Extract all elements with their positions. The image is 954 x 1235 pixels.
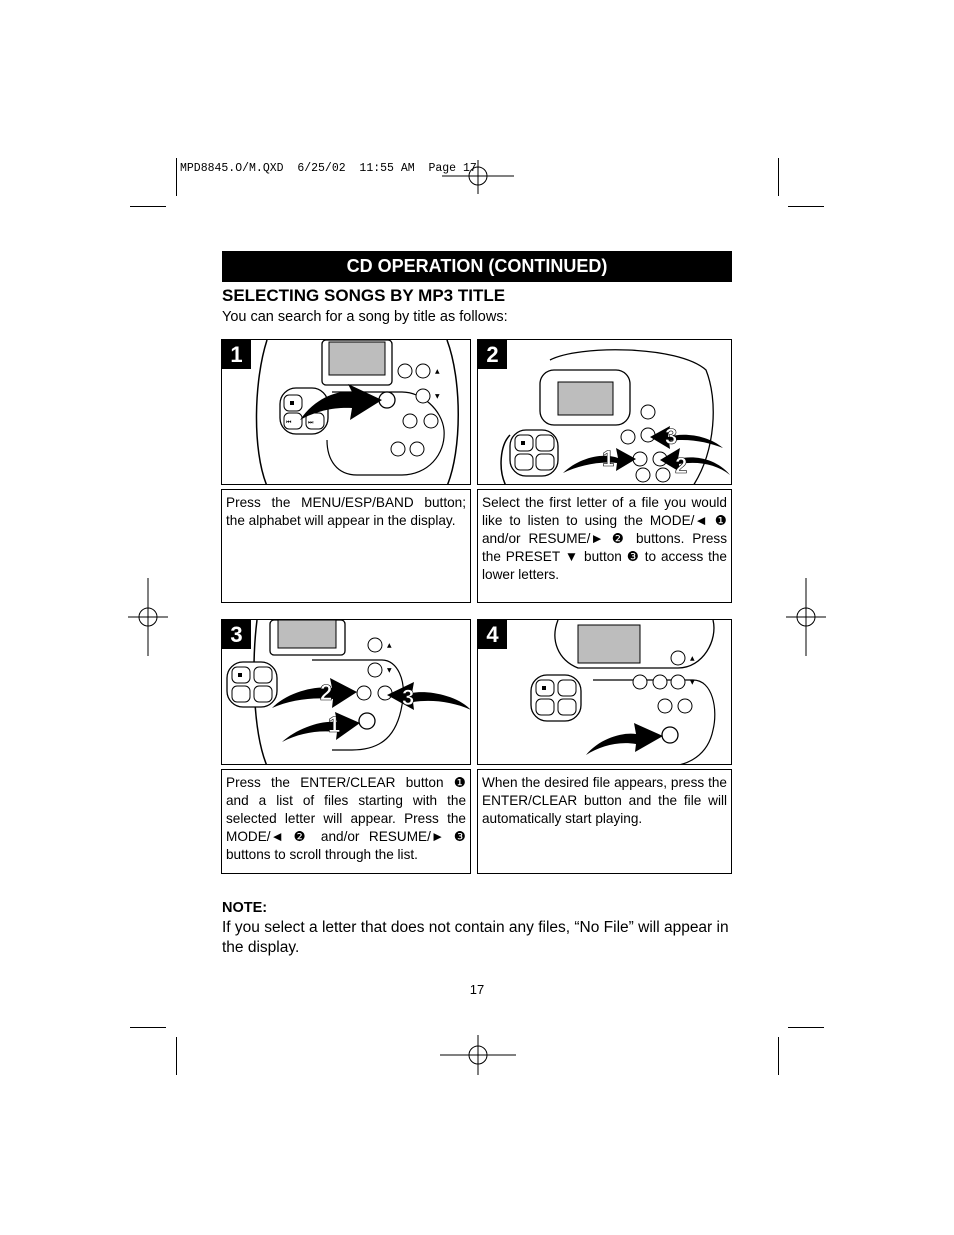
step-1-text: Press the MENU/ESP/BAND button; the alphabet will appear in the display. — [226, 495, 466, 528]
svg-text:▲: ▲ — [387, 642, 392, 649]
callout-1: 1 — [602, 446, 615, 471]
registration-mark-right — [786, 578, 826, 656]
svg-text:▲: ▲ — [435, 368, 440, 375]
cd-player-drawing — [478, 620, 732, 765]
page-number: 17 — [469, 982, 485, 997]
svg-text:⏮: ⏮ — [286, 419, 292, 426]
crop-mark — [176, 1037, 177, 1075]
step-number: 2 — [478, 340, 507, 369]
callout-2: 2 — [675, 453, 688, 478]
crop-mark — [788, 206, 824, 207]
svg-text:▼: ▼ — [387, 667, 392, 674]
callout-1: 1 — [328, 712, 341, 737]
step-4-illustration — [477, 619, 732, 765]
step-4-text: When the desired file appears, press the ENTER/CLEAR button and the file will automatically start playing. — [482, 775, 727, 826]
step-2-illustration — [477, 339, 732, 485]
crop-mark — [130, 1027, 166, 1028]
cd-player-drawing — [222, 340, 471, 485]
step-3-text: Press the ENTER/CLEAR button ❶ and a list of files starting with the selected letter will appear. Press the MODE/◄ ❷ and/or RESUME/► ❸ buttons to scroll through the list. — [226, 775, 466, 862]
step-4-description — [477, 769, 732, 874]
section-title: SELECTING SONGS BY MP3 TITLE — [222, 286, 506, 305]
step-2-text: Select the first letter of a file you would like to listen to using the MODE/◄ ❶ and/or RESUME/► ❷ buttons. Press the PRESET ▼ button ❸ to access the lower letters. — [482, 495, 727, 582]
note-label: NOTE: — [222, 900, 268, 916]
step-number: 1 — [222, 340, 251, 369]
registration-mark-left — [128, 578, 168, 656]
svg-text:▼: ▼ — [435, 393, 440, 400]
step-1-description — [221, 489, 471, 603]
step-number: 4 — [478, 620, 507, 649]
crop-mark — [788, 1027, 824, 1028]
cd-player-drawing — [222, 620, 471, 765]
step-number: 3 — [222, 620, 251, 649]
intro-text: You can search for a song by title as follows: — [222, 309, 508, 325]
step-1-illustration — [221, 339, 471, 485]
note-text: If you select a letter that does not contain any files, “No File” will appear in the display. — [222, 919, 729, 956]
crop-mark — [778, 158, 779, 196]
callout-3: 3 — [665, 424, 678, 449]
print-header: MPD8845.O/M.QXD 6/25/02 11:55 AM Page 17 — [180, 162, 477, 175]
registration-mark-top — [442, 160, 514, 200]
svg-text:▼: ▼ — [690, 679, 695, 686]
crop-mark — [778, 1037, 779, 1075]
crop-mark — [176, 158, 177, 196]
svg-text:▲: ▲ — [690, 655, 695, 662]
callout-2: 2 — [320, 680, 333, 705]
callout-3: 3 — [402, 685, 415, 710]
step-2-description — [477, 489, 732, 603]
step-3-illustration — [221, 619, 471, 765]
cd-player-drawing — [478, 340, 732, 485]
step-3-description — [221, 769, 471, 874]
section-banner: CD OPERATION (CONTINUED) — [222, 251, 732, 282]
registration-mark-bottom — [440, 1035, 516, 1077]
crop-mark — [130, 206, 166, 207]
svg-text:⏭: ⏭ — [308, 419, 314, 426]
